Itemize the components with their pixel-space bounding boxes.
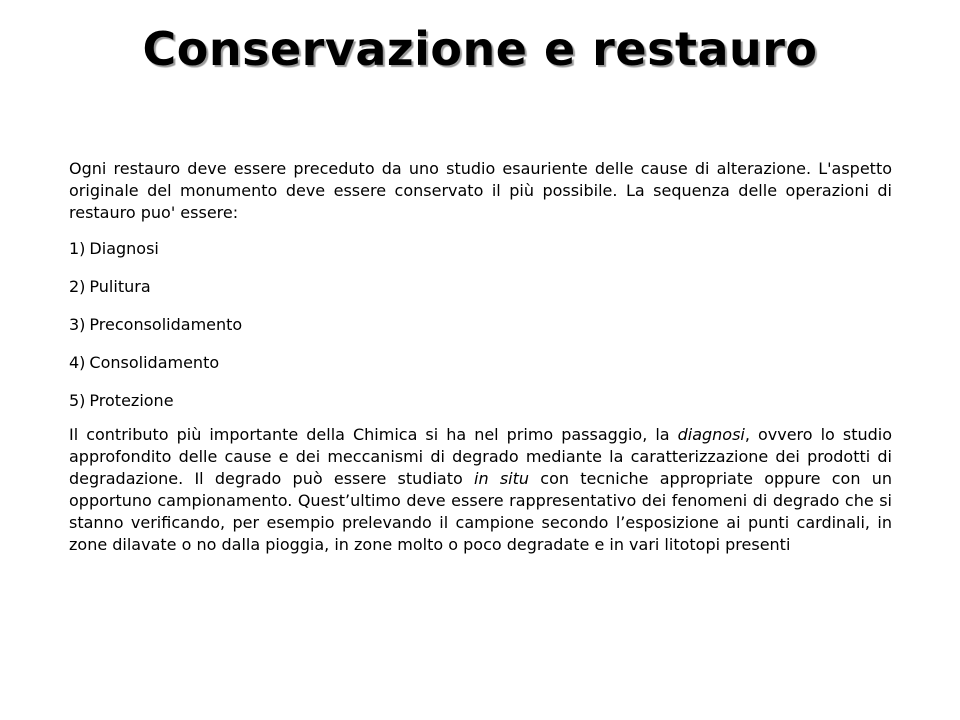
step-number: 5) [69, 391, 86, 410]
step-label: Preconsolidamento [89, 315, 243, 334]
conclusion-text-3: con tecniche appropriate oppure con un opportuno campionamento. Quest’ultimo deve essere rappresentativo dei fenomeni di degrado che si stanno verificando, per esempio prelevando il campione secondo l’esposizione ai punti cardinali, in zone dilavate o no dalla pioggia, in zone molto o poco degradate e in vari litotopi presenti [69, 469, 893, 554]
conclusion-text-2: , ovvero lo studio approfondito delle cause e dei meccanismi di degrado mediante la caratterizzazione dei prodotti di degradazione. Il degrado può essere studiato [69, 425, 892, 488]
step-item-consolidamento [69, 352, 892, 374]
conclusion-emphasis-in-situ: in situ [474, 469, 530, 488]
step-item-diagnosi [69, 238, 892, 260]
step-label: Protezione [89, 391, 174, 410]
step-item-protezione [69, 390, 892, 412]
step-label: Pulitura [89, 277, 151, 296]
step-label: Diagnosi [89, 239, 159, 258]
step-number: 3) [69, 315, 86, 334]
conclusion-emphasis-diagnosi: diagnosi [677, 425, 745, 444]
step-number: 2) [69, 277, 86, 296]
step-item-preconsolidamento [69, 314, 892, 336]
step-label: Consolidamento [89, 353, 220, 372]
slide-title: Conservazione e restauro [142, 22, 818, 76]
conclusion-paragraph [69, 424, 892, 556]
intro-paragraph: Ogni restauro deve essere preceduto da uno studio esauriente delle cause di alterazione. L'aspetto originale del monumento deve essere conservato il più possibile. La sequenza delle operazioni di restauro puo' essere: [69, 159, 892, 222]
step-item-pulitura [69, 276, 892, 298]
step-number: 1) [69, 239, 86, 258]
step-number: 4) [69, 353, 86, 372]
slide-body [69, 158, 892, 556]
conclusion-text-1: Il contributo più importante della Chimica si ha nel primo passaggio, la [69, 425, 678, 444]
